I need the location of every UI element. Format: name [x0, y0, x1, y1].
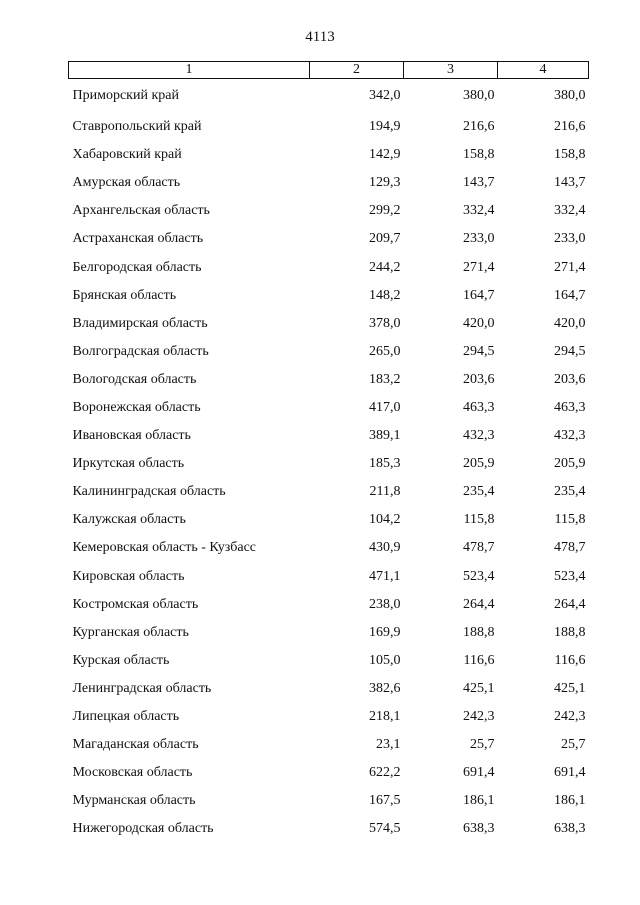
- region-name-cell: Архангельская область: [72, 203, 210, 219]
- region-name-cell: Костромская область: [72, 596, 199, 612]
- value-cell-col-2: 299,2: [369, 203, 401, 219]
- value-cell-col-2: 389,1: [369, 428, 401, 444]
- value-cell-col-4: 523,4: [554, 568, 586, 584]
- region-name-cell: Волгоградская область: [72, 343, 209, 359]
- table-row: [69, 534, 589, 562]
- region-name-cell: Приморский край: [72, 88, 179, 103]
- value-cell-col-4: 242,3: [554, 709, 586, 725]
- region-name-cell: Брянская область: [72, 287, 177, 303]
- value-cell-col-2: 622,2: [369, 765, 401, 781]
- value-cell-col-4: 380,0: [554, 88, 586, 103]
- value-cell-col-3: 264,4: [463, 596, 495, 612]
- table-row: [69, 282, 589, 310]
- value-cell-col-3: 116,6: [463, 652, 495, 668]
- value-cell-col-4: 264,4: [554, 596, 586, 612]
- value-cell-col-2: 430,9: [369, 540, 401, 556]
- region-name-cell: Воронежская область: [72, 399, 201, 415]
- value-cell-col-2: 342,0: [369, 88, 401, 103]
- table-row: [69, 675, 589, 703]
- region-name-cell: Кемеровская область - Кузбасс: [72, 540, 257, 556]
- value-cell-col-4: 432,3: [554, 428, 586, 444]
- value-cell-col-2: 167,5: [369, 793, 401, 809]
- value-cell-col-2: 574,5: [369, 821, 401, 837]
- table-row: [69, 759, 589, 787]
- table-row: [69, 731, 589, 759]
- value-cell-col-4: 463,3: [554, 399, 586, 415]
- table-row: [69, 422, 589, 450]
- value-cell-col-2: 194,9: [369, 119, 401, 135]
- region-name-cell: Мурманская область: [72, 793, 196, 809]
- value-cell-col-4: 186,1: [554, 793, 586, 809]
- page-number: 4113: [305, 29, 335, 45]
- value-cell-col-3: 332,4: [463, 203, 495, 219]
- value-cell-col-4: 158,8: [554, 147, 586, 163]
- value-cell-col-3: 691,4: [463, 765, 495, 781]
- value-cell-col-4: 425,1: [554, 680, 586, 696]
- region-name-cell: Иркутская область: [72, 456, 185, 472]
- value-cell-col-2: 105,0: [369, 652, 401, 668]
- region-name-cell: Вологодская область: [72, 371, 197, 387]
- value-cell-col-3: 432,3: [463, 428, 495, 444]
- value-cell-col-3: 203,6: [463, 371, 495, 387]
- value-cell-col-4: 115,8: [554, 512, 586, 528]
- value-cell-col-4: 233,0: [554, 231, 586, 247]
- region-name-cell: Курганская область: [72, 624, 189, 640]
- value-cell-col-2: 185,3: [369, 456, 401, 472]
- table-row: [69, 253, 589, 281]
- table-row: [69, 394, 589, 422]
- value-cell-col-4: 116,6: [554, 652, 586, 668]
- table-row: [69, 506, 589, 534]
- region-name-cell: Калининградская область: [72, 484, 226, 500]
- value-cell-col-3: 235,4: [463, 484, 495, 500]
- table-row: [69, 141, 589, 169]
- table-row: [69, 79, 589, 114]
- column-header-4: 4: [498, 62, 589, 79]
- region-name-cell: Белгородская область: [72, 259, 202, 275]
- region-name-cell: Ставропольский край: [72, 119, 202, 135]
- value-cell-col-2: 129,3: [369, 175, 401, 191]
- region-name-cell: Московская область: [72, 765, 193, 781]
- table-row: [69, 591, 589, 619]
- value-cell-col-3: 425,1: [463, 680, 495, 696]
- value-cell-col-3: 242,3: [463, 709, 495, 725]
- value-cell-col-2: 23,1: [376, 737, 401, 753]
- value-cell-col-3: 188,8: [463, 624, 495, 640]
- value-cell-col-3: 143,7: [463, 175, 495, 191]
- region-name-cell: Ивановская область: [72, 428, 191, 444]
- value-cell-col-2: 244,2: [369, 259, 401, 275]
- value-cell-col-3: 294,5: [463, 343, 495, 359]
- table-row: [69, 113, 589, 141]
- region-name-cell: Нижегородская область: [72, 821, 214, 837]
- value-cell-col-3: 463,3: [463, 399, 495, 415]
- table-row: [69, 815, 589, 843]
- value-cell-col-2: 417,0: [369, 399, 401, 415]
- table-row: [69, 366, 589, 394]
- value-cell-col-4: 294,5: [554, 343, 586, 359]
- value-cell-col-2: 471,1: [369, 568, 401, 584]
- region-name-cell: Хабаровский край: [72, 147, 182, 163]
- table-row: [69, 338, 589, 366]
- value-cell-col-2: 183,2: [369, 371, 401, 387]
- table-body: [69, 79, 589, 844]
- region-name-cell: Владимирская область: [72, 315, 208, 331]
- value-cell-col-3: 233,0: [463, 231, 495, 247]
- value-cell-col-4: 235,4: [554, 484, 586, 500]
- column-header-3: 3: [404, 62, 498, 79]
- value-cell-col-3: 420,0: [463, 315, 495, 331]
- region-name-cell: Амурская область: [72, 175, 181, 191]
- value-cell-col-2: 238,0: [369, 596, 401, 612]
- value-cell-col-4: 25,7: [561, 737, 586, 753]
- table-row: [69, 310, 589, 338]
- value-cell-col-3: 380,0: [463, 88, 495, 103]
- value-cell-col-2: 209,7: [369, 231, 401, 247]
- value-cell-col-4: 188,8: [554, 624, 586, 640]
- value-cell-col-2: 142,9: [369, 147, 401, 163]
- value-cell-col-4: 203,6: [554, 371, 586, 387]
- table-row: [69, 563, 589, 591]
- value-cell-col-4: 420,0: [554, 315, 586, 331]
- value-cell-col-4: 691,4: [554, 765, 586, 781]
- table-row: [69, 169, 589, 197]
- value-cell-col-3: 216,6: [463, 119, 495, 135]
- value-cell-col-2: 382,6: [369, 680, 401, 696]
- column-header-1: 1: [69, 62, 310, 79]
- table-header-row: [69, 62, 589, 79]
- value-cell-col-2: 148,2: [369, 287, 401, 303]
- region-name-cell: Липецкая область: [72, 709, 180, 725]
- value-cell-col-3: 164,7: [463, 287, 495, 303]
- value-cell-col-4: 332,4: [554, 203, 586, 219]
- value-cell-col-3: 25,7: [470, 737, 495, 753]
- value-cell-col-3: 523,4: [463, 568, 495, 584]
- table-row: [69, 619, 589, 647]
- table-row: [69, 787, 589, 815]
- value-cell-col-4: 216,6: [554, 119, 586, 135]
- table-row: [69, 450, 589, 478]
- region-values-table: [68, 61, 589, 843]
- value-cell-col-4: 205,9: [554, 456, 586, 472]
- value-cell-col-2: 378,0: [369, 315, 401, 331]
- region-name-cell: Ленинградская область: [72, 680, 212, 696]
- region-name-cell: Калужская область: [72, 512, 186, 528]
- value-cell-col-2: 104,2: [369, 512, 401, 528]
- value-cell-col-3: 205,9: [463, 456, 495, 472]
- value-cell-col-3: 186,1: [463, 793, 495, 809]
- region-name-cell: Курская область: [72, 652, 170, 668]
- value-cell-col-4: 638,3: [554, 821, 586, 837]
- value-cell-col-4: 271,4: [554, 259, 586, 275]
- value-cell-col-3: 638,3: [463, 821, 495, 837]
- value-cell-col-3: 158,8: [463, 147, 495, 163]
- value-cell-col-3: 115,8: [463, 512, 495, 528]
- table-row: [69, 225, 589, 253]
- value-cell-col-3: 478,7: [463, 540, 495, 556]
- column-header-2: 2: [310, 62, 404, 79]
- region-name-cell: Кировская область: [72, 568, 185, 584]
- region-name-cell: Магаданская область: [72, 737, 199, 753]
- value-cell-col-4: 143,7: [554, 175, 586, 191]
- value-cell-col-2: 265,0: [369, 343, 401, 359]
- table-row: [69, 647, 589, 675]
- table-row: [69, 197, 589, 225]
- value-cell-col-2: 169,9: [369, 624, 401, 640]
- value-cell-col-2: 218,1: [369, 709, 401, 725]
- value-cell-col-3: 271,4: [463, 259, 495, 275]
- value-cell-col-2: 211,8: [369, 484, 401, 500]
- table-row: [69, 478, 589, 506]
- region-name-cell: Астраханская область: [72, 231, 204, 247]
- value-cell-col-4: 164,7: [554, 287, 586, 303]
- value-cell-col-4: 478,7: [554, 540, 586, 556]
- table-row: [69, 703, 589, 731]
